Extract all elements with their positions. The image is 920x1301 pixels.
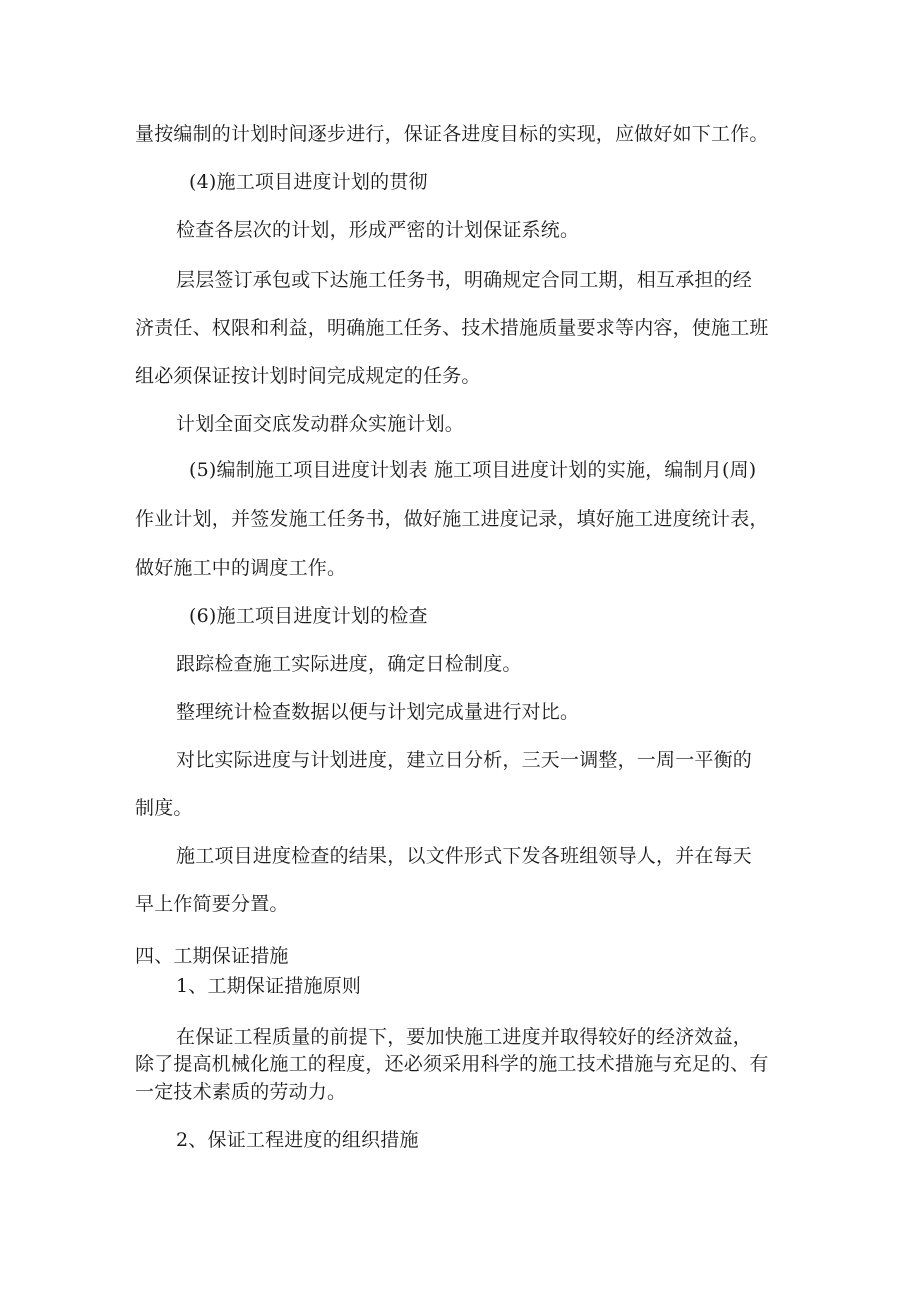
section-heading: (5)编制施工项目进度计划表 施工项目进度计划的实施，编制月(周) [189, 459, 757, 481]
text-line: 在保证工程质量的前提下，要加快施工进度并取得较好的经济效益， [176, 1026, 753, 1048]
text-line: 施工项目进度检查的结果，以文件形式下发各班组领导人，并在每天 [176, 845, 753, 867]
section-heading: (4)施工项目进度计划的贯彻 [189, 171, 428, 193]
text-line: 整理统计检查数据以便与计划完成量进行对比。 [176, 701, 580, 723]
text-line: 对比实际进度与计划进度，建立日分析，三天一调整，一周一平衡的 [176, 749, 753, 771]
text-line: 一定技术素质的劳动力。 [135, 1081, 347, 1103]
text-line: 检查各层次的计划，形成严密的计划保证系统。 [176, 219, 580, 241]
subsection-heading: 2、保证工程进度的组织措施 [176, 1129, 419, 1151]
text-line: 层层签订承包或下达施工任务书，明确规定合同工期，相互承担的经 [176, 269, 753, 291]
text-line: 跟踪检查施工实际进度，确定日检制度。 [176, 653, 522, 675]
chapter-heading: 四、工期保证措施 [135, 945, 289, 967]
text-line: 计划全面交底发动群众实施计划。 [176, 413, 465, 435]
text-line: 早上作简要分置。 [135, 893, 289, 915]
text-line: 制度。 [135, 797, 193, 819]
text-line: 组必须保证按计划时间完成规定的任务。 [135, 365, 481, 387]
subsection-heading: 1、工期保证措施原则 [176, 975, 362, 997]
text-line: 济责任、权限和利益，明确施工任务、技术措施质量要求等内容，使施工班 [135, 317, 769, 339]
text-line: 做好施工中的调度工作。 [135, 557, 347, 579]
text-line: 作业计划，并签发施工任务书，做好施工进度记录，填好施工进度统计表， [135, 508, 769, 530]
section-heading: (6)施工项目进度计划的检查 [189, 605, 428, 627]
text-line: 量按编制的计划时间逐步进行，保证各进度目标的实现，应做好如下工作。 [135, 123, 769, 145]
text-line: 除了提高机械化施工的程度，还必须采用科学的施工技术措施与充足的、有 [135, 1053, 769, 1075]
